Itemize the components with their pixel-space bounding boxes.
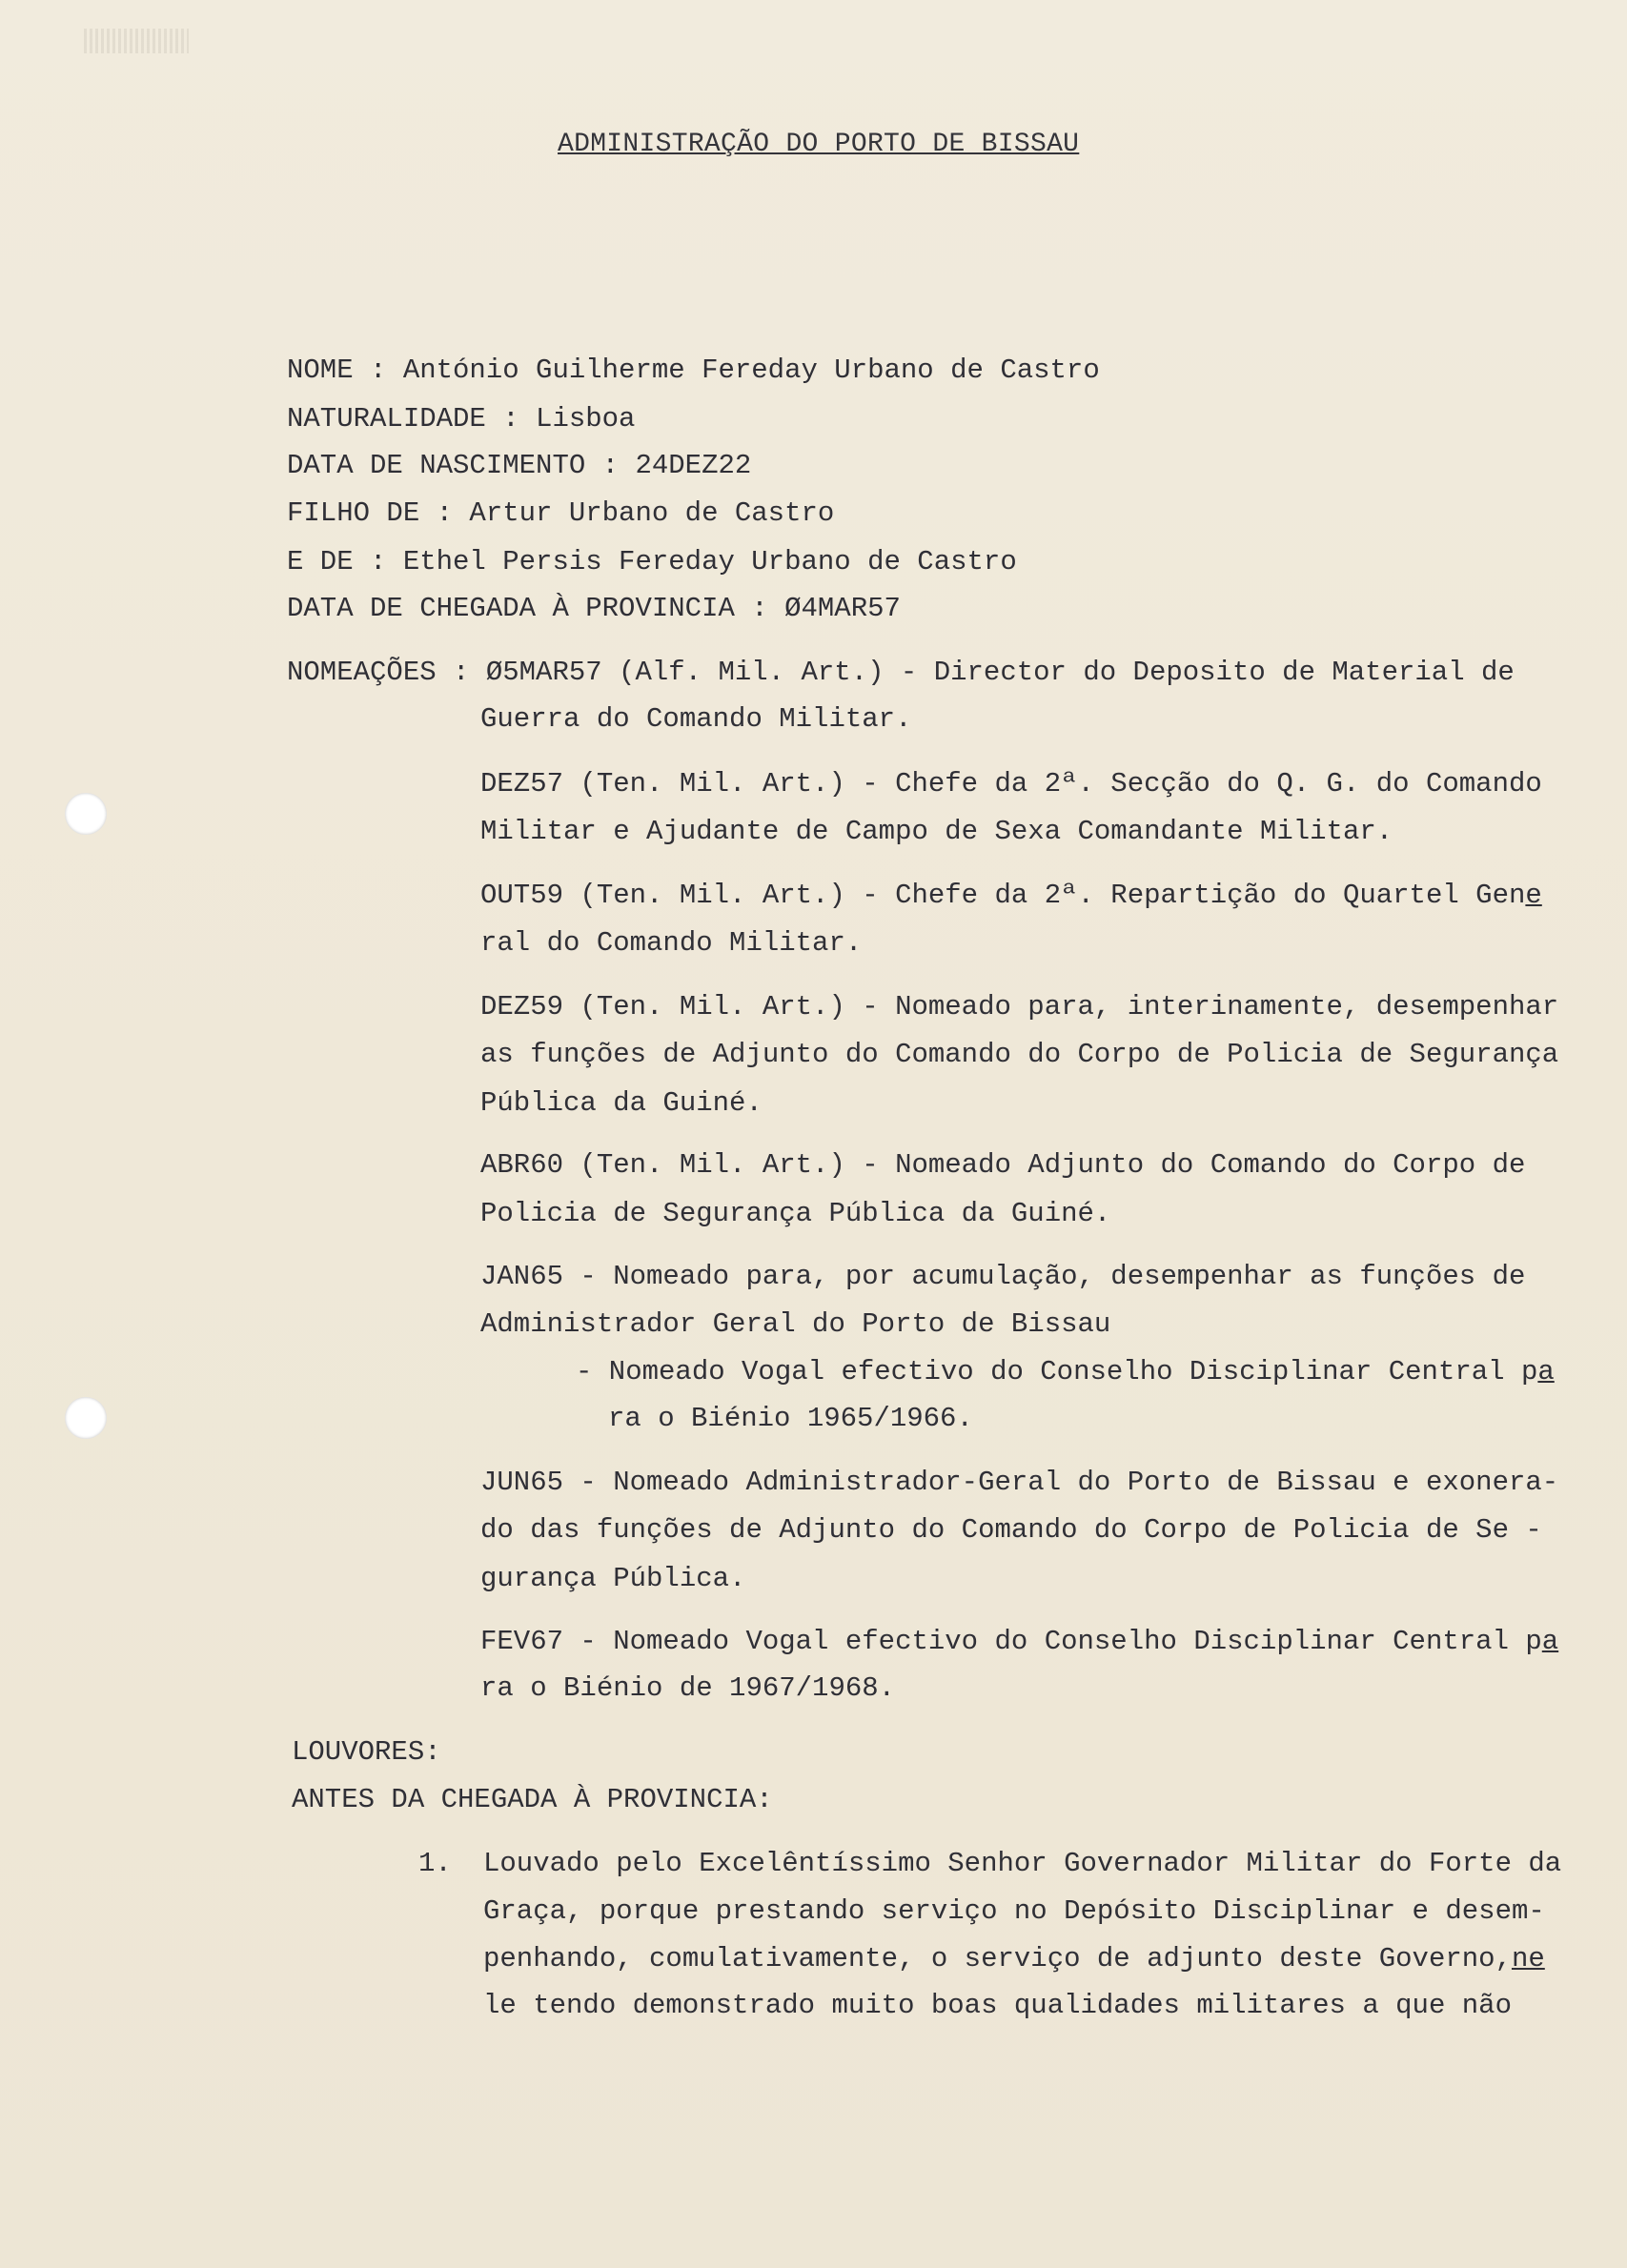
punch-hole-bottom bbox=[65, 1397, 107, 1439]
nomeacao-dez59-line-3: Pública da Guiné. bbox=[480, 1087, 763, 1119]
louvor-1-line-2: Graça, porque prestando serviço no Depósito Disciplinar e desem- bbox=[483, 1895, 1545, 1927]
field-nome: NOME : António Guilherme Fereday Urbano de Castro bbox=[287, 354, 1100, 386]
nomeacao-jun65-line-2: do das funções de Adjunto do Comando do Corpo de Policia de Se - bbox=[480, 1514, 1542, 1546]
nomeacao-jan65-line-3: - Nomeado Vogal efectivo do Conselho Disciplinar Central pa bbox=[576, 1356, 1555, 1387]
field-naturalidade: NATURALIDADE : Lisboa bbox=[287, 403, 636, 435]
louvor-1-line-1: Louvado pelo Excelêntíssimo Senhor Governador Militar do Forte da bbox=[483, 1848, 1562, 1879]
nomeacao-abr60-line-2: Policia de Segurança Pública da Guiné. bbox=[480, 1198, 1111, 1229]
field-data-chegada: DATA DE CHEGADA À PROVINCIA : Ø4MAR57 bbox=[287, 593, 901, 624]
nomeacoes-line-1: NOMEAÇÕES : Ø5MAR57 (Alf. Mil. Art.) - Director do Deposito de Material de bbox=[287, 657, 1515, 688]
nomeacao-jan65-line-1: JAN65 - Nomeado para, por acumulação, desempenhar as funções de bbox=[480, 1261, 1526, 1292]
corner-stamp-mark bbox=[84, 29, 189, 53]
louvor-1-line-4: le tendo demonstrado muito boas qualidades militares a que não bbox=[483, 1990, 1512, 2021]
nomeacao-dez57-line-2: Militar e Ajudante de Campo de Sexa Comandante Militar. bbox=[480, 816, 1393, 847]
louvor-item-number: 1. bbox=[418, 1848, 452, 1879]
field-filho-de: FILHO DE : Artur Urbano de Castro bbox=[287, 497, 835, 529]
louvor-1-line-3: penhando, comulativamente, o serviço de adjunto deste Governo,ne bbox=[483, 1943, 1545, 1974]
nomeacao-out59-line-2: ral do Comando Militar. bbox=[480, 927, 863, 959]
punch-hole-top bbox=[65, 793, 107, 835]
louvores-heading: LOUVORES: bbox=[292, 1736, 441, 1768]
nomeacao-fev67-line-2: ra o Biénio de 1967/1968. bbox=[480, 1672, 896, 1704]
nomeacao-jan65-line-2: Administrador Geral do Porto de Bissau bbox=[480, 1308, 1111, 1340]
field-e-de: E DE : Ethel Persis Fereday Urbano de Castro bbox=[287, 546, 1017, 577]
nomeacao-jun65-line-3: gurança Pública. bbox=[480, 1563, 746, 1594]
nomeacao-fev67-line-1: FEV67 - Nomeado Vogal efectivo do Conselho Disciplinar Central pa bbox=[480, 1626, 1559, 1657]
nomeacao-dez59-line-1: DEZ59 (Ten. Mil. Art.) - Nomeado para, interinamente, desempenhar bbox=[480, 991, 1559, 1023]
nomeacao-jun65-line-1: JUN65 - Nomeado Administrador-Geral do Porto de Bissau e exonera- bbox=[480, 1467, 1559, 1498]
nomeacoes-line-2: Guerra do Comando Militar. bbox=[480, 703, 912, 735]
field-data-nascimento: DATA DE NASCIMENTO : 24DEZ22 bbox=[287, 450, 752, 481]
nomeacao-dez57-line-1: DEZ57 (Ten. Mil. Art.) - Chefe da 2ª. Secção do Q. G. do Comando bbox=[480, 768, 1542, 800]
louvores-subheading: ANTES DA CHEGADA À PROVINCIA: bbox=[292, 1784, 773, 1815]
nomeacao-abr60-line-1: ABR60 (Ten. Mil. Art.) - Nomeado Adjunto do Comando do Corpo de bbox=[480, 1149, 1526, 1181]
nomeacao-out59-line-1: OUT59 (Ten. Mil. Art.) - Chefe da 2ª. Repartição do Quartel Gene bbox=[480, 880, 1542, 911]
nomeacao-jan65-line-4: ra o Biénio 1965/1966. bbox=[608, 1403, 973, 1434]
document-title: ADMINISTRAÇÃO DO PORTO DE BISSAU bbox=[558, 130, 1080, 159]
nomeacao-dez59-line-2: as funções de Adjunto do Comando do Corpo de Policia de Segurança bbox=[480, 1039, 1559, 1070]
